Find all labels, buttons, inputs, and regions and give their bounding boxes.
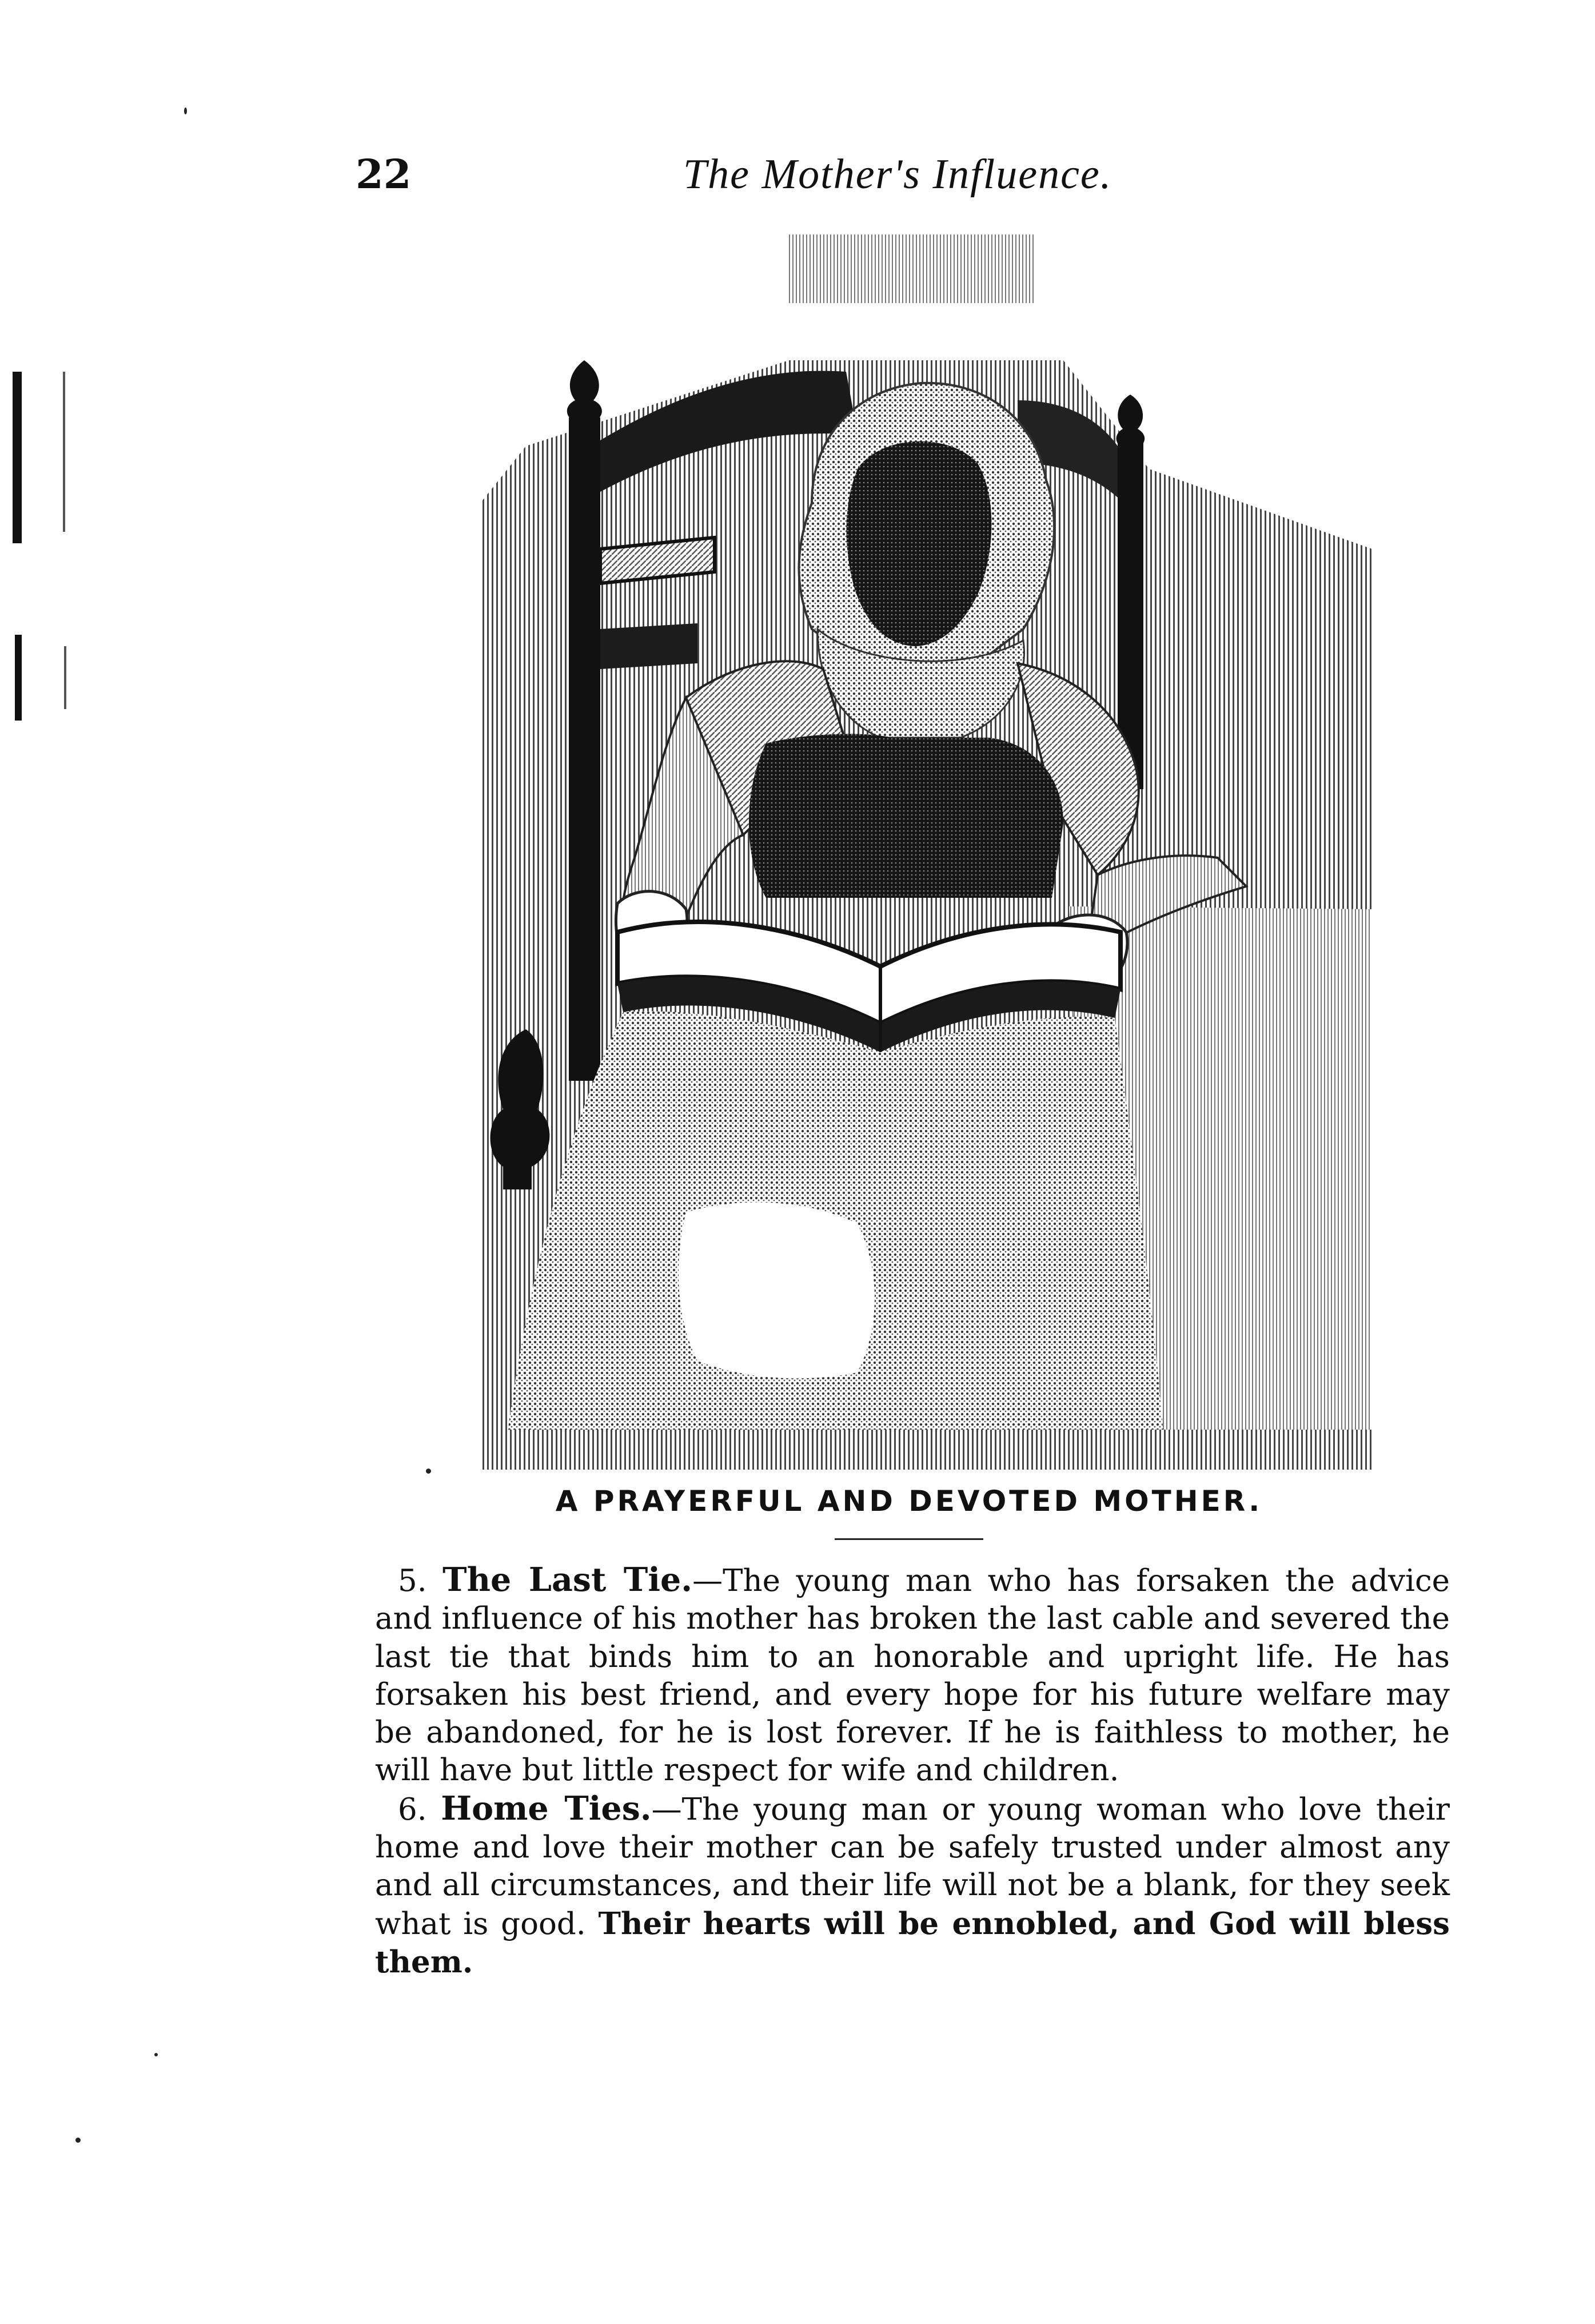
running-title: The Mother's Influence.	[683, 151, 1112, 198]
skirt-highlight	[679, 1203, 875, 1379]
scan-edge-mark	[63, 372, 65, 532]
page-number: 22	[356, 150, 412, 198]
caption-divider	[835, 1538, 983, 1540]
engraving-illustration	[446, 229, 1383, 1481]
paragraph-number: 6.	[398, 1792, 427, 1827]
paragraph-bold-tail: Their hearts will be ennobled, and God will bless them.	[375, 1905, 1450, 1980]
ink-speck	[184, 108, 187, 114]
paragraph-number: 5.	[398, 1563, 427, 1598]
floor-shadow	[480, 1430, 1372, 1470]
chair-finial-left	[567, 360, 602, 426]
bodice	[749, 734, 1063, 898]
paragraph-heading: The Last Tie.	[442, 1561, 693, 1599]
scan-edge-mark	[15, 635, 22, 721]
ink-speck	[154, 2053, 158, 2056]
paragraph-home-ties	[375, 1790, 1450, 1981]
figure-caption: A PRAYERFUL AND DEVOTED MOTHER.	[555, 1485, 1263, 1518]
background-wall-top	[789, 234, 1035, 303]
engraving-drawing	[446, 229, 1383, 1481]
paragraph-last-tie	[375, 1561, 1450, 1790]
body-text	[375, 1561, 1450, 1981]
scan-edge-mark	[64, 646, 66, 709]
paragraph-heading: Home Ties.	[441, 1789, 652, 1828]
ink-speck	[75, 2138, 81, 2143]
paragraph-text: —The young man who has forsaken the advice and influence of his mother has broken the last cable and severed the last tie that binds him to an honorable and upright life. He has forsaken his best friend, and every hope for his future welfare may be abandoned, for he is lost forever. If he is faithless to mother, he will have but little respect for wife and children.	[375, 1563, 1450, 1788]
chair-post-left	[569, 417, 600, 1081]
chair-finial-right	[1116, 395, 1145, 452]
ink-speck	[426, 1469, 431, 1474]
chair-slat	[600, 623, 697, 669]
scan-edge-mark	[13, 372, 22, 543]
paragraph-text: —The young man or young woman who love their home and love their mother can be safely trusted under almost any and all circumstances, and their life will not be a blank, for they seek what is good.	[375, 1792, 1450, 1941]
